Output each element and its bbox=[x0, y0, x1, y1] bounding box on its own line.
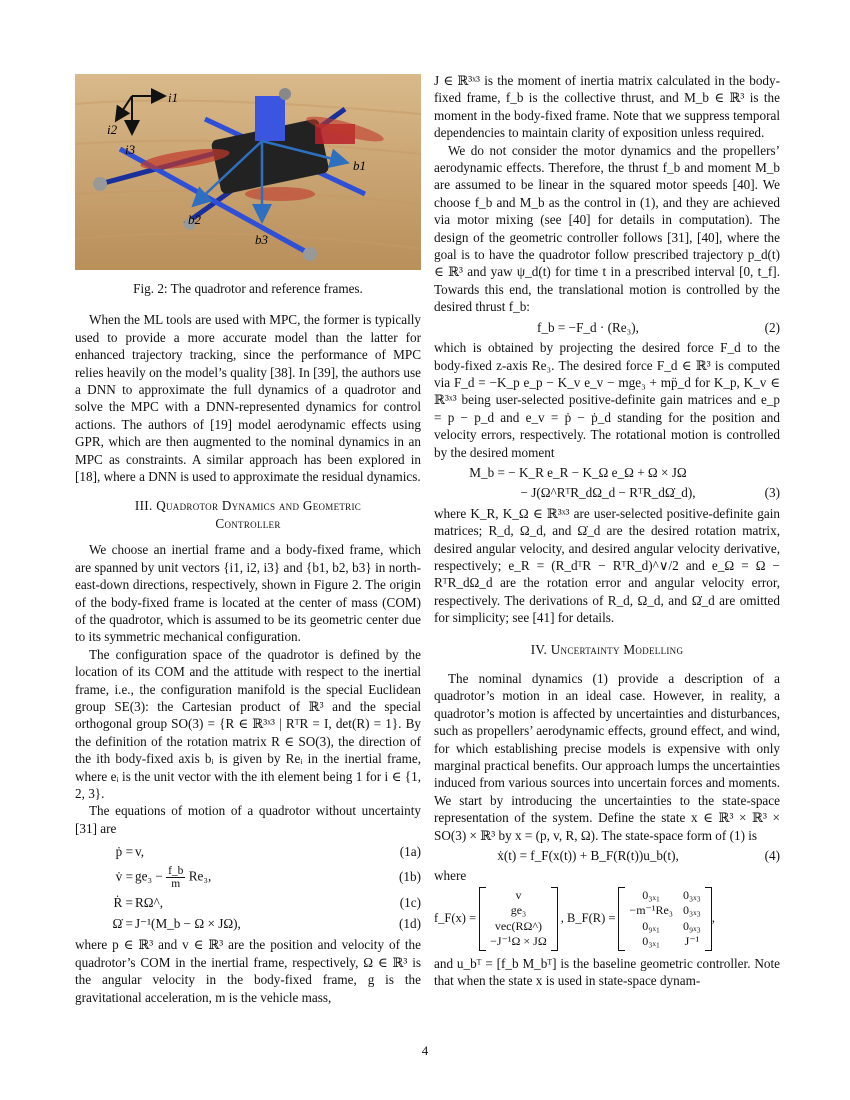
matrix-cell: 0₃ₓ₃ bbox=[682, 887, 701, 902]
section-number: III. bbox=[134, 498, 153, 514]
paragraph: When the ML tools are used with MPC, the former is typically used to provide a more accurate model than the latter for enhanced trajectory tracking, since the performance of MPC relies heavily on the model’s quality [38]. In [39], the authors use a DNN to approximate the full dynamics of a quadrotor and solve the MPC with a DNN-represented dynamics for control actions. The authors of [19] model aerodynamic effects using GPR, which are then augmented to the nominal dynamics in an MPC as constraints. A similar approach has been explored in [18], where a DNN is used to approximate the residual dynamics. bbox=[75, 312, 421, 485]
label-b2: b2 bbox=[188, 212, 201, 227]
equation-rhs: v, bbox=[135, 844, 145, 860]
figure-caption: Fig. 2: The quadrotor and reference frames. bbox=[133, 281, 363, 296]
equation-1 bbox=[75, 843, 421, 932]
label-i1: i1 bbox=[168, 90, 179, 105]
paragraph: J ∈ ℝ³ˣ³ is the moment of inertia matrix calculated in the body-fixed frame, f_b is the collective thrust, and M_b ∈ ℝ³ is the moment in the body-fixed frame. Note that we suppress temporal dependencies to maintain clarity of exposition unless required. bbox=[434, 73, 780, 141]
equation-rhs: J⁻¹(M_b − Ω × JΩ), bbox=[135, 916, 241, 931]
equation-4 bbox=[434, 847, 780, 864]
equation-5 bbox=[434, 887, 780, 951]
matrix-cell: vec(RΩ^) bbox=[494, 918, 543, 933]
equation-rhs bbox=[135, 865, 381, 890]
equation-term: ge₃ − bbox=[135, 868, 163, 884]
section-heading bbox=[434, 641, 780, 658]
matrix-cell: −m⁻¹Re₃ bbox=[629, 903, 673, 918]
label-b1: b1 bbox=[353, 158, 366, 173]
equation-line bbox=[75, 865, 421, 890]
equation-number: (2) bbox=[764, 319, 780, 335]
equation-line bbox=[434, 484, 780, 501]
section-title-line1: Quadrotor Dynamics and Geometric bbox=[156, 498, 362, 514]
page-number: 4 bbox=[421, 1043, 429, 1058]
equation-number: (1b) bbox=[399, 869, 421, 885]
paragraph: where K_R, K_Ω ∈ ℝ³ˣ³ are user-selected positive-definite gain matrices; R_d, Ω_d, and Ω̇_d are the desired rotation matrix, desired angular velocity, and desired angular velocity derivative, respectively; e_R = (R_dᵀR − RᵀR_d)^∨/2 and e_Ω = Ω − RᵀR_dΩ_d are the rotation error and angular velocity error, respectively. The derivations of R_d, Ω_d, and Ω̇_d are omitted for simplicity; see [41] for details. bbox=[434, 505, 780, 626]
paragraph: We choose an inertial frame and a body-fixed frame, which are spanned by unit vectors {i1, i2, i3} and {b1, b2, b3} in north-east-down directions, respectively, shown in Figure 2. The origin of the body-fixed frame is located at the center of mass (COM) of the quadrotor, which is assumed to be its geometric center due to its symmetric mechanical configuration. bbox=[75, 542, 421, 645]
matrix-cell: 0₃ₓ₃ bbox=[682, 903, 701, 918]
equation-body: ẋ(t) = f_F(x(t)) + B_F(R(t))u_b(t), bbox=[497, 848, 679, 864]
matrix-BF bbox=[618, 887, 711, 951]
matrix-fF bbox=[479, 887, 558, 951]
equation-lhs: ṗ = bbox=[115, 844, 133, 860]
equation-line bbox=[75, 894, 421, 911]
equation-3 bbox=[434, 464, 780, 502]
equation-number: (1c) bbox=[399, 894, 421, 910]
equation-number: (1d) bbox=[399, 916, 421, 931]
equation-line bbox=[434, 464, 780, 481]
paragraph: and u_bᵀ = [f_b M_bᵀ] is the baseline geometric controller. Note that when the state x is used in state-space dynam- bbox=[434, 955, 780, 989]
paragraph: which is obtained by projecting the desired force F_d to the body-fixed z-axis Re₃. The desired force F_d ∈ ℝ³ is computed via F_d = −K_p e_p − K_v e_v − mge₃ + mp̈_d for K_p, K_v ∈ ℝ³ˣ³ being user-selected positive-definite gain matrices and e_p = p − p_d and e_v = ṗ − ṗ_d standing for the position and velocity errors, respectively. The rotational motion is controlled by the desired moment bbox=[434, 340, 780, 460]
section-heading bbox=[75, 497, 421, 532]
quadrotor-photo bbox=[75, 74, 421, 270]
denominator: m bbox=[171, 877, 181, 890]
numerator: f_b bbox=[168, 864, 184, 877]
equation-term: Re₃, bbox=[188, 868, 212, 884]
section-number: IV. bbox=[530, 641, 548, 657]
matrix-cell: −J⁻¹Ω × JΩ bbox=[490, 934, 547, 949]
equation-body: M_b = − K_R e_R − K_Ω e_Ω + Ω × JΩ bbox=[469, 464, 687, 480]
label-i2: i2 bbox=[107, 122, 118, 137]
matrix-cell: 0₃ₓ₁ bbox=[642, 887, 661, 902]
left-column bbox=[75, 72, 421, 1006]
label-b3: b3 bbox=[255, 232, 268, 247]
equation-lhs: v̇ = bbox=[115, 869, 133, 885]
equation-label: , B_F(R) = bbox=[560, 911, 616, 926]
equation-tail: , bbox=[711, 911, 715, 926]
matrix-cell: ge₃ bbox=[510, 903, 527, 918]
equation-body: f_b = −F_d · (Re₃), bbox=[537, 319, 639, 335]
section-title-line2: Controller bbox=[215, 515, 281, 531]
fraction bbox=[166, 865, 185, 890]
equation-body: − J(Ω^RᵀR_dΩ_d − RᵀR_dΩ̇_d), bbox=[520, 485, 696, 501]
equation-2 bbox=[434, 319, 780, 336]
quadrotor-figure bbox=[75, 74, 421, 270]
right-column bbox=[434, 72, 780, 990]
paragraph: We do not consider the motor dynamics and the propellers’ aerodynamic effects. Therefore, the thrust f_b and moment M_b are assumed to be linear in the squared motor speeds [40]. We choose f_b and M_b as the control in (1), and they are achieved via motor mixing (see [40] for details in computation). The design of the geometric controller follows [31], [40], where the goal is to have the quadrotor follow prescribed trajectory p_d(t) ∈ ℝ³ and yaw ψ_d(t) for time t in a prescribed interval [0, t_f]. Towards this end, the translational motion is controlled by the desired thrust f_b: bbox=[434, 142, 780, 315]
equation-line bbox=[75, 915, 421, 932]
paragraph: where p ∈ ℝ³ and v ∈ ℝ³ are the position and velocity of the quadrotor’s COM in the inertial frame, respectively, Ω ∈ ℝ³ is the angular velocity in the body-fixed frame, g is the gravitational acceleration, m is the vehicle mass, bbox=[75, 937, 421, 1005]
matrix-cell: v bbox=[515, 887, 522, 902]
equation-rhs: RΩ^, bbox=[135, 894, 164, 910]
matrix-cell: 0₉ₓ₃ bbox=[682, 918, 701, 933]
equation-lhs: Ṙ = bbox=[113, 894, 133, 910]
paragraph: where bbox=[434, 868, 467, 884]
paragraph: The equations of motion of a quadrotor without uncertainty [31] are bbox=[75, 803, 421, 836]
equation-number: (3) bbox=[764, 485, 780, 501]
equation-lhs: Ω̇ = bbox=[112, 916, 133, 931]
section-title: Uncertainty Modelling bbox=[550, 641, 684, 657]
label-i3: i3 bbox=[125, 142, 136, 157]
paragraph: The nominal dynamics (1) provide a description of a quadrotor’s motion in an ideal case. However, in reality, a quadrotor’s motion is affected by uncertainties and disturbances, such as propellers’ aerodynamic effects, ground effect, and wind, for which establishing precise models is expensive with only marginal practical benefits. Our approach lumps the uncertainties induced from various sources into uncertain forces and moments. We start by introducing the uncertainties to the state-space representation of the system. Define the state x ∈ ℝ³ × ℝ³ × SO(3) × ℝ³ by x = (p, v, R, Ω). The state-space form of (1) is bbox=[434, 671, 780, 843]
matrix-cell: 0₃ₓ₁ bbox=[642, 934, 661, 949]
equation-line bbox=[75, 843, 421, 860]
matrix-cell: J⁻¹ bbox=[684, 934, 700, 949]
paragraph: The configuration space of the quadrotor is defined by the location of its COM and the attitude with respect to the inertial frame, i.e., the configuration manifold is the special Euclidean group SE(3): the Cartesian product of ℝ³ and the special orthogonal group SO(3) = {R ∈ ℝ³ˣ³ | RᵀR = I, det(R) = 1}. By the definition of the rotation matrix R ∈ SO(3), the direction of the ith body-fixed axis bᵢ is given by Reᵢ in the inertial frame, where eᵢ is the unit vector with the ith element being 1 for i ∈ {1, 2, 3}. bbox=[75, 646, 421, 801]
equation-number: (1a) bbox=[399, 844, 421, 860]
matrix-cell: 0₉ₓ₁ bbox=[642, 918, 661, 933]
equation-number: (4) bbox=[764, 848, 780, 864]
equation-label: f_F(x) = bbox=[434, 911, 477, 926]
